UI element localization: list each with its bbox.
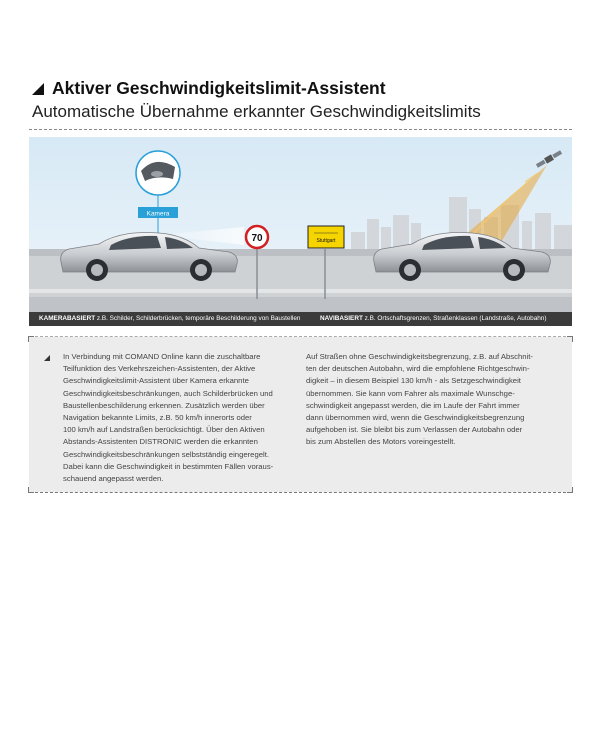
- caption-bar: [29, 312, 572, 326]
- text-box: [29, 337, 572, 492]
- town-sign-name: Stuttgart: [316, 238, 336, 244]
- triangle-bullet-icon: [32, 83, 44, 95]
- road-shoulder: [29, 297, 572, 312]
- caption-camera-based: [39, 312, 300, 326]
- caption-camera-text: z.B. Schilder, Schilderbrücken, temporäre Beschilderung von Baustellen: [95, 315, 301, 322]
- body-text-line: Abstands-Assistenten DISTRONIC werden die erkannten: [63, 437, 258, 447]
- dashed-divider: [29, 129, 572, 130]
- illustration-svg: [29, 137, 572, 312]
- body-text-line: In Verbindung mit COMAND Online kann die zuschaltbare: [63, 352, 261, 361]
- body-text-line: ten der deutschen Autobahn, wird die empfohlene Richtgeschwin-: [306, 364, 530, 374]
- body-text-line: digkeit – in diesem Beispiel 130 km/h - als Setzgeschwindigkeit: [306, 376, 521, 386]
- header: [32, 78, 572, 122]
- body-text-line: schauend angepasst werden.: [63, 474, 164, 484]
- dashed-border-top: [35, 336, 566, 337]
- caption-navi-term: NAVIBASIERT: [320, 315, 363, 322]
- caption-navi-text: z.B. Ortschaftsgrenzen, Straßenklassen (Landstraße, Autobahn): [362, 315, 547, 322]
- caption-camera-term: KAMERABASIERT: [39, 315, 96, 322]
- speed-sign-value: 70: [251, 233, 263, 244]
- corner-mark: [567, 487, 573, 493]
- body-text-line: Baustellenbeschilderung erkennen. Zusätzlich werden über: [63, 400, 265, 410]
- body-text-line: Geschwindigkeitsbeschränkungen selbstständig eingeregelt.: [63, 449, 269, 459]
- body-text-line: aufgehoben ist. Sie bleibt bis zum Verlassen der Autobahn oder: [306, 425, 523, 435]
- page-subtitle: Automatische Übernahme erkannter Geschwindigkeitslimits: [32, 102, 481, 121]
- caption-navi-based: [320, 312, 547, 326]
- body-text-line: Geschwindigkeitsbeschränkungen, auch Schilderbrücken und: [63, 388, 273, 398]
- lane-marking: [29, 289, 572, 293]
- body-text-line: Navigation bekannte Limits, z.B. 50 km/h innerorts oder: [63, 413, 252, 423]
- corner-mark: [567, 336, 573, 342]
- corner-mark: [28, 336, 34, 342]
- dashed-border-bottom: [35, 492, 566, 493]
- body-text-line: Teilfunktion des Verkehrszeichen-Assistenten, der Aktive: [63, 364, 256, 374]
- body-column-left: [63, 351, 295, 485]
- camera-label: Kamera: [146, 210, 170, 218]
- body-text-line: schwindigkeit angepasst werden, die im Laufe der Fahrt immer: [306, 400, 520, 410]
- corner-mark: [28, 487, 34, 493]
- body-text-line: übernommen. Sie kann vom Fahrer als maximale Wunschge-: [306, 388, 515, 398]
- triangle-bullet-icon: [44, 355, 50, 361]
- page-title: Aktiver Geschwindigkeitslimit-Assistent: [52, 78, 386, 98]
- body-column-right: [306, 351, 541, 449]
- body-text-line: bis zum Abstellen des Motors voreingestellt.: [306, 437, 456, 447]
- body-text-line: dann übernommen wird, wenn die Geschwindigkeitsbegrenzung: [306, 413, 525, 423]
- body-text-line: Dabei kann die Geschwindigkeit in bestimmten Fällen voraus-: [63, 461, 274, 471]
- illustration: [29, 137, 572, 312]
- body-text-line: 100 km/h auf Landstraßen berücksichtigt. Über den Aktiven: [63, 425, 265, 435]
- body-text-line: Auf Straßen ohne Geschwindigkeitsbegrenzung, z.B. auf Abschnit-: [306, 352, 533, 361]
- body-text-line: Geschwindigkeitslimit-Assistent über Kamera erkannte: [63, 376, 249, 386]
- title-row: [32, 78, 572, 99]
